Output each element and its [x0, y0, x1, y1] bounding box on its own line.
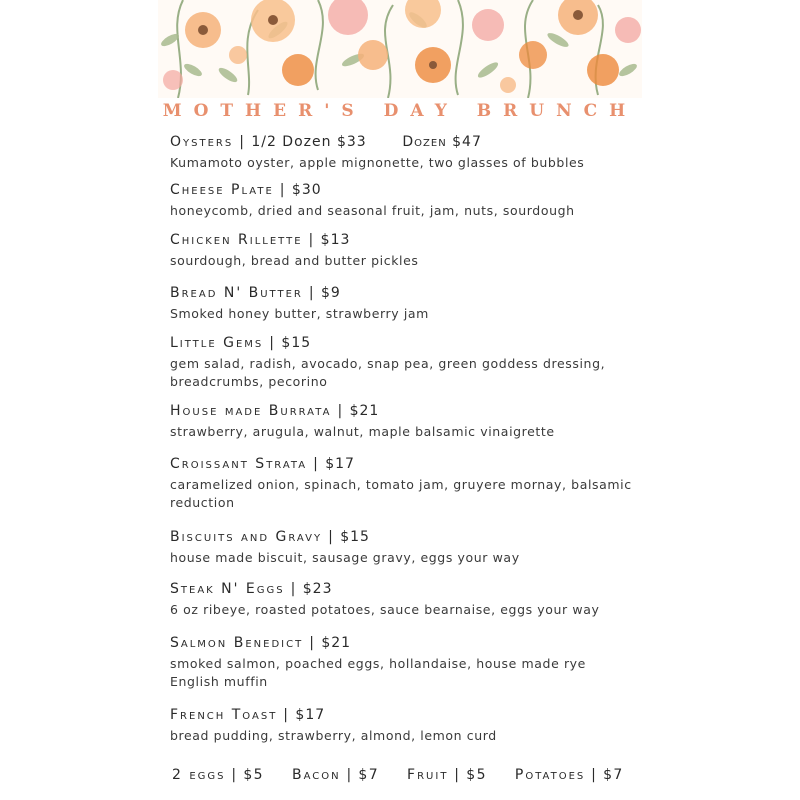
menu-item-biscuits-and-gravy: Biscuits and Gravy | $15 house made biscuit, sausage gravy, eggs your way [170, 529, 636, 567]
item-description: sourdough, bread and butter pickles [170, 253, 419, 268]
item-price: $21 [349, 403, 380, 419]
menu-item-salmon-benedict: Salmon Benedict | $21 smoked salmon, poached eggs, hollandaise, house made rye English muffin [170, 635, 636, 691]
menu-item-steak-n-eggs: Steak N' Eggs | $23 6 oz ribeye, roasted potatoes, sauce bearnaise, eggs your way [170, 581, 636, 619]
menu-item-oysters: Oysters | 1/2 Dozen $33 Dozen $47 Kumamoto oyster, apple mignonette, two glasses of bubbles [170, 134, 636, 172]
menu-item-cheese-plate: Cheese Plate | $30 honeycomb, dried and seasonal fruit, jam, nuts, sourdough [170, 182, 636, 220]
item-price: $15 [281, 335, 312, 351]
item-name: House made Burrata [170, 403, 332, 419]
item-description: caramelized onion, spinach, tomato jam, gruyere mornay, balsamic reduction [170, 477, 632, 510]
item-price: 1/2 Dozen $33 [251, 134, 367, 150]
item-price: $13 [320, 232, 351, 248]
item-name: Cheese Plate [170, 182, 274, 198]
item-description: gem salad, radish, avocado, snap pea, green goddess dressing, breadcrumbs, pecorino [170, 356, 606, 389]
item-price: $23 [302, 581, 333, 597]
item-name: Steak N' Eggs [170, 581, 285, 597]
side-bacon: Bacon | $7 [291, 767, 380, 783]
item-name: Biscuits and Gravy [170, 529, 323, 545]
menu-item-house-made-burrata: House made Burrata | $21 strawberry, arugula, walnut, maple balsamic vinaigrette [170, 403, 636, 441]
menu-item-little-gems: Little Gems | $15 gem salad, radish, avocado, snap pea, green goddess dressing, breadcrumbs, pecorino [170, 335, 636, 391]
menu-item-croissant-strata: Croissant Strata | $17 caramelized onion, spinach, tomato jam, gruyere mornay, balsamic reduction [170, 456, 636, 512]
item-description: Smoked honey butter, strawberry jam [170, 306, 429, 321]
side-2-eggs: 2 eggs | $5 [172, 767, 264, 783]
item-name: Chicken Rillette [170, 232, 303, 248]
item-name: Oysters [170, 134, 234, 150]
item-price: $17 [295, 707, 326, 723]
item-name: Little Gems [170, 335, 264, 351]
item-name: Bread N' Butter [170, 285, 303, 301]
menu-page [158, 0, 642, 800]
side-fruit: Fruit | $5 [407, 767, 487, 783]
item-description: 6 oz ribeye, roasted potatoes, sauce bearnaise, eggs your way [170, 602, 600, 617]
side-potatoes: Potatoes | $7 [514, 767, 624, 783]
item-price: $17 [325, 456, 355, 472]
item-price: $21 [321, 635, 352, 651]
item-description: smoked salmon, poached eggs, hollandaise, house made rye English muffin [170, 656, 586, 689]
item-price: $9 [321, 285, 341, 301]
menu-item-french-toast: French Toast | $17 bread pudding, strawberry, almond, lemon curd [170, 707, 636, 745]
item-name: Croissant Strata [170, 456, 308, 472]
item-description: house made biscuit, sausage gravy, eggs your way [170, 550, 520, 565]
menu-item-chicken-rillette: Chicken Rillette | $13 sourdough, bread and butter pickles [170, 232, 636, 270]
item-description: honeycomb, dried and seasonal fruit, jam, nuts, sourdough [170, 203, 575, 218]
item-price: $15 [340, 529, 370, 545]
item-price: $30 [291, 182, 322, 198]
item-description: Kumamoto oyster, apple mignonette, two glasses of bubbles [170, 155, 585, 170]
item-name: French Toast [170, 707, 278, 723]
item-description: strawberry, arugula, walnut, maple balsamic vinaigrette [170, 424, 555, 439]
item-description: bread pudding, strawberry, almond, lemon curd [170, 728, 497, 743]
floral-banner [158, 0, 642, 98]
menu-item-bread-n-butter: Bread N' Butter | $9 Smoked honey butter, strawberry jam [170, 285, 636, 323]
item-name: Salmon Benedict [170, 635, 304, 651]
item-price-secondary: Dozen $47 [402, 134, 482, 150]
menu-title: MOTHER'S DAY BRUNCH [162, 101, 638, 121]
sides-row [172, 767, 638, 783]
